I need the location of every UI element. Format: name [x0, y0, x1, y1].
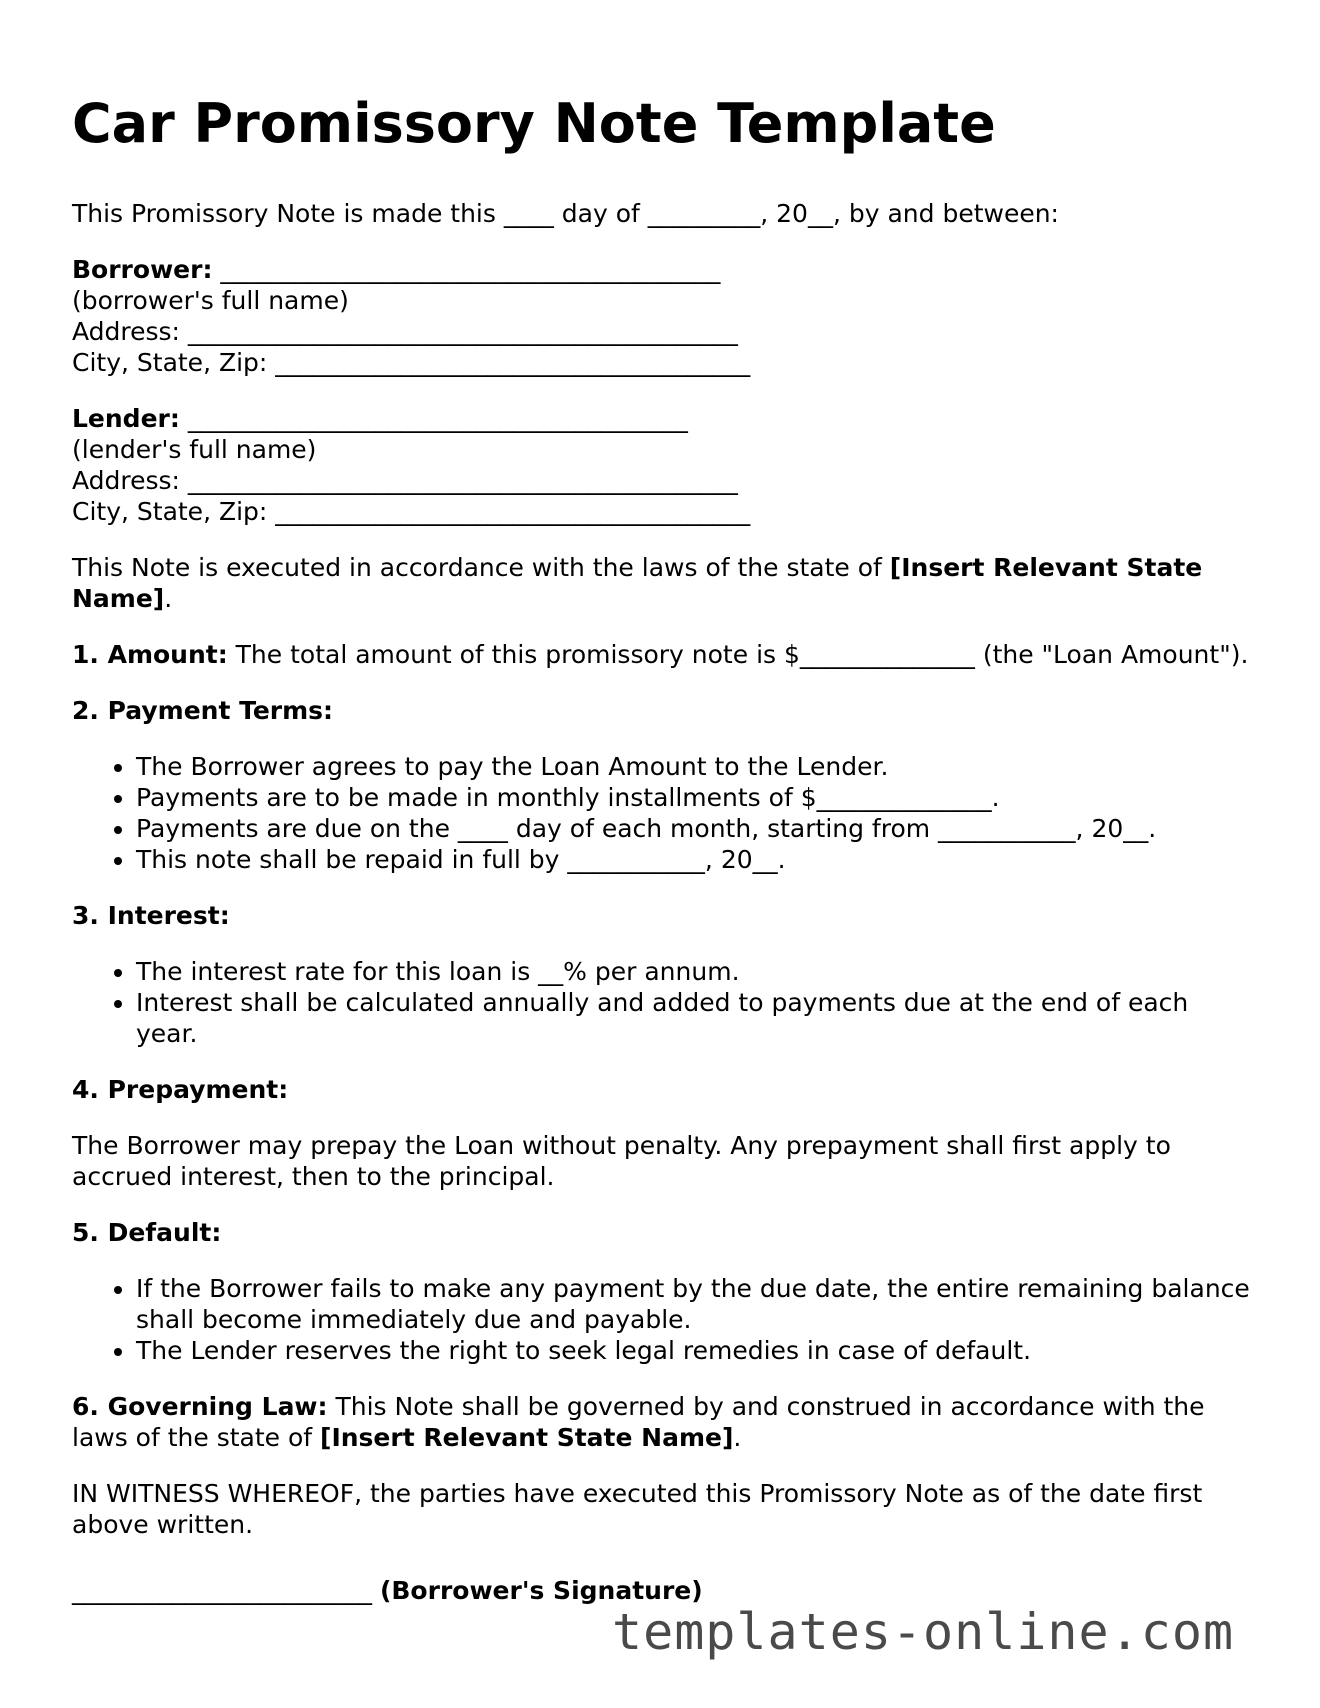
list-item: • The Borrower agrees to pay the Loan Amount to the Lender. — [136, 751, 1252, 782]
payment-terms-heading — [72, 695, 1252, 726]
governing-heading: 6. Governing Law: — [72, 1392, 328, 1421]
list-item: • Interest shall be calculated annually and added to payments due at the end of each year. — [136, 987, 1252, 1049]
default-list — [72, 1273, 1252, 1366]
list-item: • This note shall be repaid in full by ___________, 20__. — [136, 844, 1252, 875]
list-item: • The interest rate for this loan is __% per annum. — [136, 956, 1252, 987]
watermark: templates-online.com — [612, 1603, 1235, 1661]
borrower-address: Address: ____________________________________________ — [72, 317, 738, 346]
intro-paragraph: This Promissory Note is made this ____ day of _________, 20__, by and between: — [72, 199, 1059, 228]
executed-end: . — [164, 584, 173, 613]
payment-terms-list — [72, 751, 1252, 875]
lender-city: City, State, Zip: ______________________________________ — [72, 497, 751, 526]
payment-terms-heading-text: 2. Payment Terms: — [72, 696, 334, 725]
amount-text: The total amount of this promissory note is $______________ (the "Loan Amount"). — [227, 640, 1249, 669]
prepayment-heading-text: 4. Prepayment: — [72, 1075, 289, 1104]
list-item: • Payments are due on the ____ day of each month, starting from ___________, 20__. — [136, 813, 1252, 844]
interest-heading — [72, 900, 1252, 931]
lender-name-blank: ________________________________________ — [179, 404, 688, 433]
signature-blank: ________________________ — [72, 1576, 380, 1605]
borrower-city: City, State, Zip: ______________________________________ — [72, 348, 751, 377]
page-title: Car Promissory Note Template — [72, 92, 996, 155]
lender-section — [72, 403, 1252, 527]
borrower-section — [72, 254, 1252, 378]
lender-address: Address: ____________________________________________ — [72, 466, 738, 495]
executed-paragraph — [72, 552, 1252, 614]
list-item: • The Lender reserves the right to seek legal remedies in case of default. — [136, 1335, 1252, 1366]
governing-end: . — [733, 1423, 742, 1452]
governing-text: This Note shall be governed by and construed in accordance with the laws of the state of — [72, 1392, 1205, 1452]
lender-name-hint: (lender's full name) — [72, 435, 317, 464]
interest-heading-text: 3. Interest: — [72, 901, 230, 930]
borrower-name-hint: (borrower's full name) — [72, 286, 349, 315]
lender-name-line — [72, 403, 1252, 434]
amount-heading: 1. Amount: — [72, 640, 228, 669]
borrower-label: Borrower: — [72, 255, 213, 284]
borrower-name-line — [72, 254, 1252, 285]
list-item: • Payments are to be made in monthly installments of $______________. — [136, 782, 1252, 813]
lender-label: Lender: — [72, 404, 180, 433]
witness-paragraph: IN WITNESS WHEREOF, the parties have executed this Promissory Note as of the date first above written. — [72, 1479, 1203, 1539]
prepayment-text: The Borrower may prepay the Loan without penalty. Any prepayment shall first apply to accrued interest, then to the principal. — [72, 1131, 1171, 1191]
default-heading — [72, 1217, 1252, 1248]
amount-section — [72, 639, 1252, 670]
list-item: • If the Borrower fails to make any payment by the due date, the entire remaining balance shall become immediately due and payable. — [136, 1273, 1252, 1335]
borrower-name-blank: ________________________________________ — [212, 255, 721, 284]
executed-text: This Note is executed in accordance with the laws of the state of — [72, 553, 890, 582]
document-page — [72, 88, 1252, 1606]
signature-label: (Borrower's Signature) — [379, 1576, 703, 1605]
executed-state: [Insert Relevant State Name] — [72, 553, 1203, 613]
governing-state: [Insert Relevant State Name] — [320, 1423, 734, 1452]
governing-law-section — [72, 1391, 1252, 1453]
interest-list — [72, 956, 1252, 1049]
default-heading-text: 5. Default: — [72, 1218, 222, 1247]
prepayment-heading — [72, 1074, 1252, 1105]
